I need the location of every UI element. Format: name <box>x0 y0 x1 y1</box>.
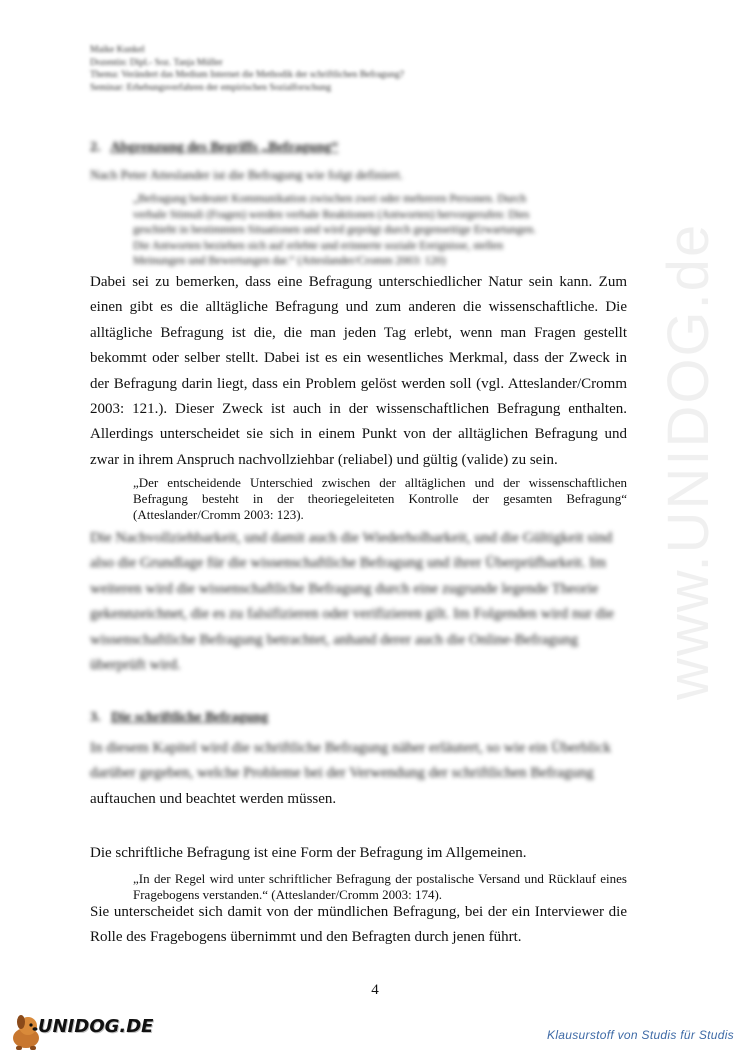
quote-line: Meinungen und Bewertungen dar.“ (Atteslander/Cromm 2003: 120) <box>133 255 446 267</box>
section-title: Die schriftliche Befragung <box>111 710 269 725</box>
section-2-intro: Nach Peter Atteslander ist die Befragung wie folgt definiert. <box>90 167 403 182</box>
section-3-heading <box>90 710 268 726</box>
quote-written-survey: „In der Regel wird unter schriftlicher Befragung der postalische Versand und Rücklauf eines Fragebogens verstanden.“ (Atteslander/Cromm 2003: 174). <box>133 871 627 902</box>
section-title: Abgrenzung des Begriffs „Befragung“ <box>110 140 339 155</box>
quote-line: geschieht in bestimmten Situationen und wird geprägt durch gegenseitige Erwartungen. <box>133 224 537 236</box>
body-paragraph-2: Die schriftliche Befragung ist eine Form der Befragung im Allgemeinen. <box>90 845 527 861</box>
section-3-blurred-intro <box>90 736 627 787</box>
meta-line: Maike Kunkel <box>90 45 145 55</box>
quote-distinction: „Der entscheidende Unterschied zwischen der alltäglichen und der wissenschaftlichen Befragung besteht in der theoriegeleiteten Kontrolle der gesamten Befragung“ (Atteslander/Cromm 2003: 123). <box>133 475 627 522</box>
blurred-line: überprüft wird. <box>90 656 181 673</box>
quote-line: Die Antworten beziehen sich auf erlebte und erinnerte soziale Ereignisse, stellen <box>133 239 504 252</box>
blurred-line: weiteren wird die wissenschaftliche Befragung durch eine zugrunde legende Theorie <box>90 580 599 597</box>
blurred-paragraph <box>90 526 627 678</box>
watermark: www.UNIDOG.de <box>656 222 721 700</box>
body-paragraph-3: Sie unterscheidet sich damit von der mündlichen Befragung, bei der ein Interviewer die Rolle des Fragebogens übernimmt und den Befragten durch jenen führt. <box>90 904 627 946</box>
blurred-line: In diesem Kapitel wird die schriftliche Befragung näher erläutert, so wie ein Überblick <box>90 740 612 756</box>
blurred-line: darüber gegeben, welche Probleme bei der Verwendung der schriftlichen Befragung <box>90 765 594 782</box>
logo-text[interactable]: UNIDOG.DE <box>38 1016 154 1037</box>
meta-line: Thema: Verändert das Medium Internet die Methodik der schriftlichen Befragung? <box>90 70 405 80</box>
footer-tagline: Klausurstoff von Studis für Studis <box>547 1028 734 1042</box>
quote-line: „Befragung bedeutet Kommunikation zwischen zwei oder mehreren Personen. Durch <box>133 193 527 205</box>
definition-quote <box>133 192 627 270</box>
section-number: 3. <box>90 710 101 725</box>
section-number: 2. <box>90 140 101 155</box>
meta-line: Seminar: Erhebungsverfahren der empirischen Sozialforschung <box>90 82 332 93</box>
page-number: 4 <box>371 982 379 998</box>
body-paragraph-1: Dabei sei zu bemerken, dass eine Befragung unterschiedlicher Natur sein kann. Zum einen gibt es die alltägliche Befragung und zum anderen die wissenschaftliche. Die alltägliche Befragung ist die, die man jeden Tag erlebt, wenn man Fragen gestellt bekommt oder selber stellt. Dabei ist es ein wesentliches Merkmal, dass der Zweck in der Befragung darin liegt, dass ein Problem gelöst werden soll (vgl. Atteslander/Cromm 2003: 121.). Dieser Zweck ist auch in der wissenschaftlichen Befragung enthalten. Allerdings unterscheidet sie sich in einem Punkt von der alltäglichen Befragung und zwar in ihrem Anspruch nachvollziehbar (reliabel) und gültig (valide) zu sein. <box>90 274 627 468</box>
blurred-line: also die Grundlage für die wissenschaftliche Befragung und ihrer Überprüfbarkeit. Im <box>90 555 607 572</box>
header-meta <box>90 44 650 94</box>
meta-line: Dozentin: Dipl.- Soz. Tanja Müller <box>90 57 223 68</box>
blurred-line: Die Nachvollziehbarkeit, und damit auch die Wiederholbarkeit, und die Gültigkeit sind <box>90 530 613 546</box>
quote-line: verbale Stimuli (Fragen) werden verbale Reaktionen (Antworten) hervorgerufen: Dies <box>133 208 530 221</box>
section-2-heading <box>90 140 338 156</box>
blurred-line: gekennzeichnet, die es zu falsifizieren oder verifizieren gilt. Im Folgenden wird nur die <box>90 606 614 623</box>
blurred-line: wissenschaftliche Befragung betrachtet, anhand derer auch die Online-Befragung <box>90 631 579 648</box>
section-3-visible-line: auftauchen und beachtet werden müssen. <box>90 791 337 807</box>
